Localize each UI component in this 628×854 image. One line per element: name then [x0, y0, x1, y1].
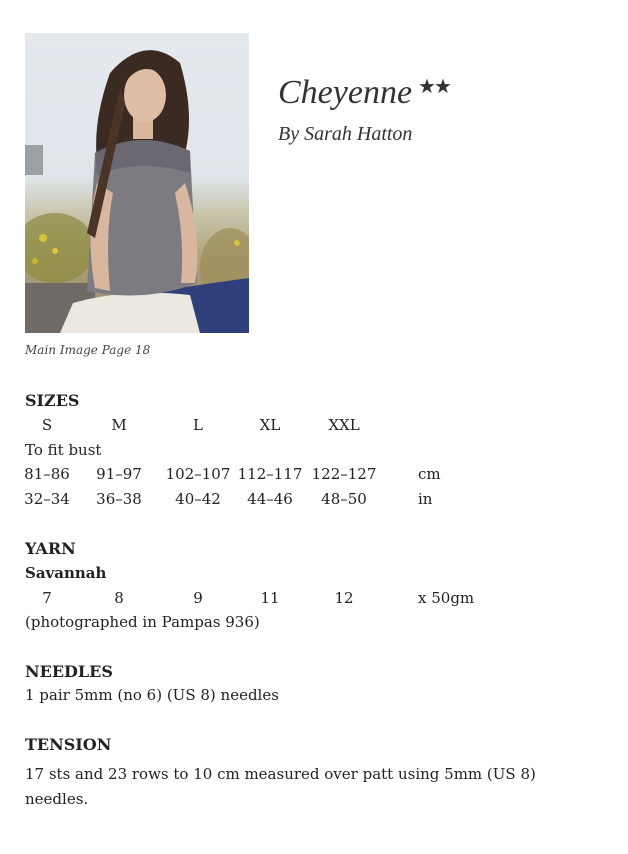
- tension-heading: TENSION: [25, 735, 112, 754]
- yarn-quantity: 8: [114, 589, 124, 607]
- size-label: XXL: [328, 416, 360, 434]
- bust-cm-value: 112–117: [237, 465, 303, 483]
- image-caption: Main Image Page 18: [25, 343, 151, 357]
- yarn-name: Savannah: [25, 564, 107, 582]
- yarn-quantity: 9: [193, 589, 203, 607]
- size-label: S: [41, 416, 53, 434]
- tension-text: 17 sts and 23 rows to 10 cm measured over patt using 5mm (US 8) needles.: [25, 765, 536, 808]
- yarn-quantity: 11: [260, 589, 280, 607]
- bust-cm-value: 91–97: [96, 465, 142, 483]
- cm-unit: cm: [418, 465, 441, 483]
- yarn-note: (photographed in Pampas 936): [25, 613, 260, 631]
- yarn-unit: x 50gm: [418, 589, 475, 607]
- needles-text: 1 pair 5mm (no 6) (US 8) needles: [25, 686, 279, 704]
- bust-in-value: 48–50: [321, 490, 367, 508]
- yarn-heading: YARN: [25, 539, 76, 558]
- bust-cm-value: 81–86: [24, 465, 70, 483]
- main-photo: [25, 33, 249, 333]
- bust-in-value: 40–42: [175, 490, 221, 508]
- size-label: L: [193, 416, 203, 434]
- needles-heading: NEEDLES: [25, 662, 113, 681]
- sizes-heading: SIZES: [25, 391, 80, 410]
- bust-in-value: 32–34: [24, 490, 70, 508]
- bust-in-value: 44–46: [247, 490, 293, 508]
- yarn-quantity: 12: [334, 589, 354, 607]
- designer-byline: By Sarah Hatton: [278, 123, 413, 145]
- bust-in-value: 36–38: [96, 490, 142, 508]
- fit-bust-label: To fit bust: [25, 441, 102, 459]
- difficulty-stars: ★★: [418, 76, 450, 98]
- in-unit: in: [418, 490, 433, 508]
- pattern-title: [278, 74, 450, 112]
- pattern-title-text: Cheyenne: [278, 74, 413, 111]
- yarn-quantity: 7: [42, 589, 52, 607]
- size-label: XL: [259, 416, 281, 434]
- bust-cm-value: 122–127: [311, 465, 377, 483]
- bust-cm-value: 102–107: [165, 465, 231, 483]
- size-label: M: [111, 416, 127, 434]
